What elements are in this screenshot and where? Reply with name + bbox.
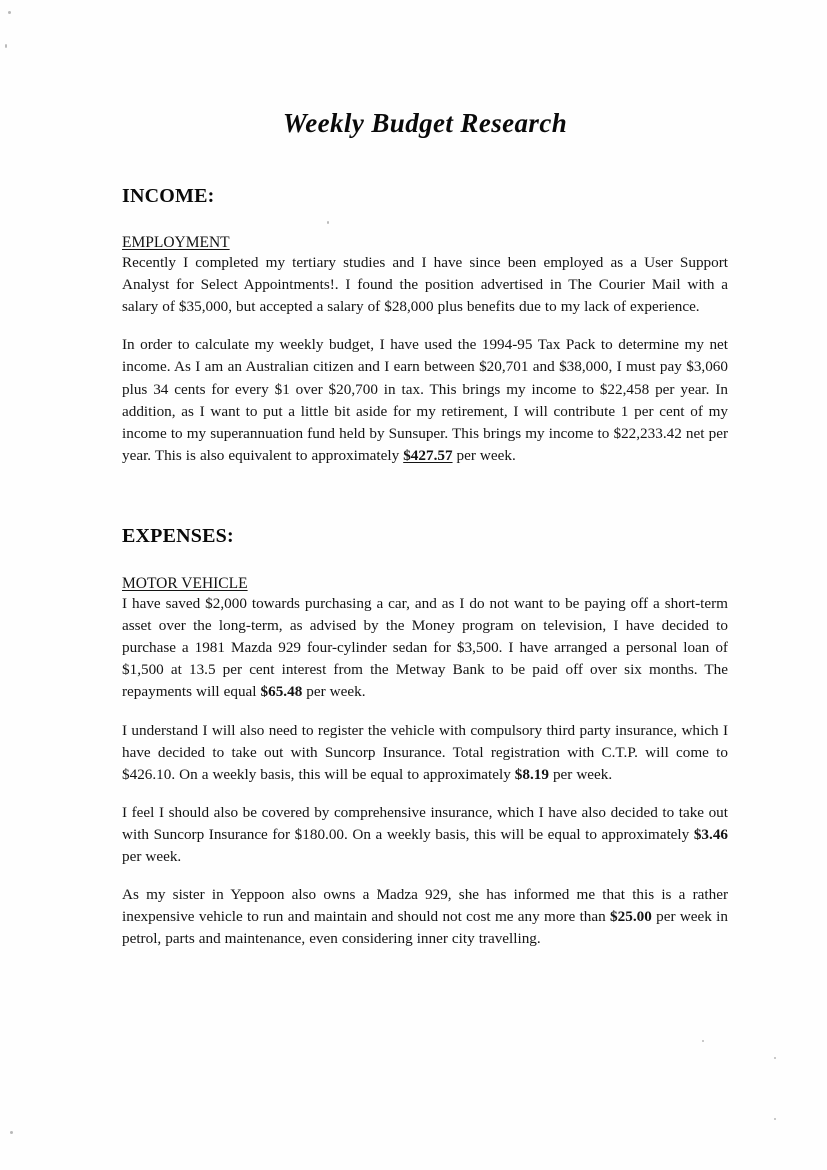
paragraph-motor-vehicle-4 xyxy=(122,884,728,950)
scan-speckle xyxy=(702,1040,704,1042)
section-heading-income: INCOME: xyxy=(122,185,215,207)
scan-speckle xyxy=(8,11,11,14)
weekly-net-income-value: $427.57 xyxy=(403,446,453,464)
text-run: Recently I completed my tertiary studies and I have since been employed as a User Support Analyst for Select Appointments!. I found the position advertised in The Courier Mail with a salary of $35,000, but accepted a salary of $28,000 plus benefits due to my lack of experience. xyxy=(122,254,728,316)
paragraph-motor-vehicle-2 xyxy=(122,720,728,786)
scan-speckle xyxy=(10,1131,13,1134)
paragraph-employment-1 xyxy=(122,252,728,318)
text-run: I feel I should also be covered by comprehensive insurance, which I have also decided to take out with Suncorp Insurance for $180.00. On a weekly basis, this will be equal to approximately xyxy=(122,803,728,843)
page-title: Weekly Budget Research xyxy=(282,108,568,138)
document-body xyxy=(122,0,728,951)
paragraph-motor-vehicle-3 xyxy=(122,802,728,868)
text-run: per week in petrol, parts and maintenance, even considering inner city travelling. xyxy=(122,908,728,948)
sub-heading-employment: EMPLOYMENT xyxy=(122,234,230,251)
loan-repayment-value: $65.48 xyxy=(260,683,303,701)
text-run: I have saved $2,000 towards purchasing a car, and as I do not want to be paying off a short-term asset over the long-term, as advised by the Money program on television, I have decided to purchase a 1981 Mazda 929 four-cylinder sedan for $3,500. I have arranged a personal loan of $1,500 at 13.5 per cent interest from the Metway Bank to be paid off over six months. The repayments will equal xyxy=(122,594,728,701)
text-run: In order to calculate my weekly budget, I have used the 1994-95 Tax Pack to determine my net income. As I am an Australian citizen and I earn between $20,701 and $38,000, I must pay $3,060 plus 34 cents for every $1 over $20,700 in tax. This brings my income to $22,458 per year. In addition, as I want to put a little bit aside for my retirement, I will contribute 1 per cent of my income to my superannuation fund held by Sunsuper. This brings my income to $22,233.42 net per year. This is also equivalent to approximately xyxy=(122,336,728,464)
text-run: per week. xyxy=(122,848,182,866)
text-run: per week. xyxy=(302,683,366,701)
running-costs-weekly-value: $25.00 xyxy=(610,908,652,926)
paragraph-motor-vehicle-1 xyxy=(122,593,728,704)
registration-weekly-value: $8.19 xyxy=(514,765,549,783)
text-run: per week. xyxy=(452,446,516,464)
text-run: As my sister in Yeppoon also owns a Madza 929, she has informed me that this is a rather inexpensive vehicle to run and maintain and should not cost me any more than xyxy=(122,886,728,926)
scan-speckle xyxy=(774,1118,776,1120)
sub-heading-motor-vehicle: MOTOR VEHICLE xyxy=(122,574,248,592)
comprehensive-insurance-weekly-value: $3.46 xyxy=(693,825,728,843)
scan-speckle xyxy=(5,44,7,48)
section-heading-expenses: EXPENSES: xyxy=(122,524,234,547)
scan-speckle xyxy=(774,1057,776,1059)
paragraph-employment-2 xyxy=(122,334,728,467)
text-run: per week. xyxy=(548,765,613,783)
text-run: I understand I will also need to register the vehicle with compulsory third party insurance, which I have decided to take out with Suncorp Insurance. Total registration with C.T.P. will come to $426.10. On a weekly basis, this will be equal to approximately xyxy=(122,721,728,783)
